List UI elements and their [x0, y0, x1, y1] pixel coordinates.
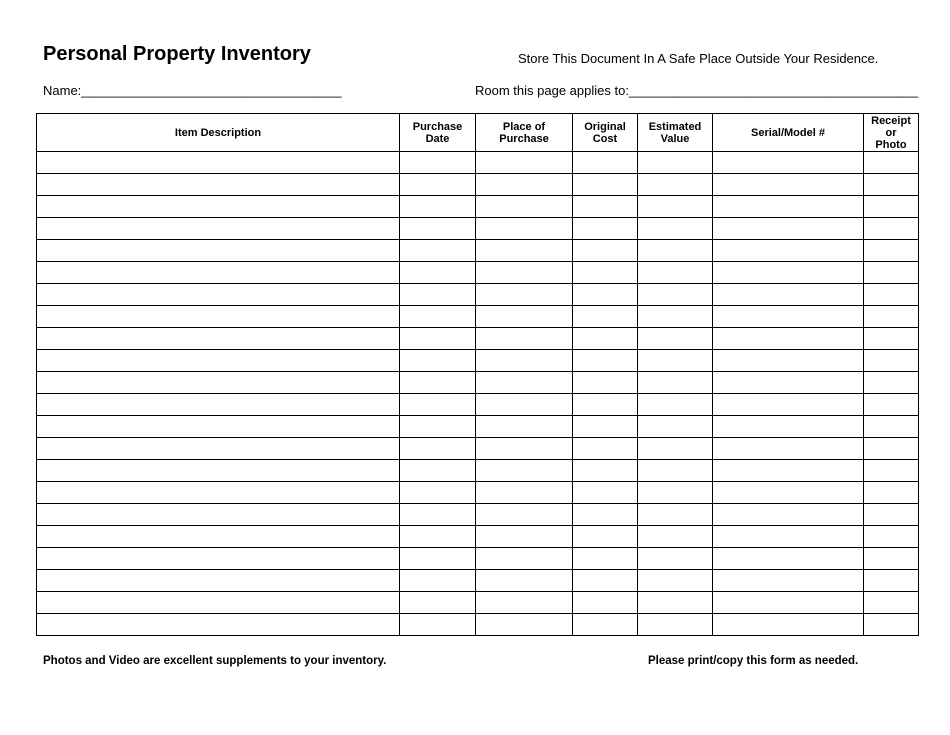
cell-serial-model[interactable] [713, 350, 864, 372]
cell-purchase-date[interactable] [400, 372, 476, 394]
column-header-serial-model: Serial/Model # [713, 114, 864, 152]
cell-place-of-purchase[interactable] [476, 196, 573, 218]
cell-estimated-value[interactable] [638, 328, 713, 350]
cell-original-cost[interactable] [573, 460, 638, 482]
cell-place-of-purchase[interactable] [476, 262, 573, 284]
cell-receipt-or-photo[interactable] [864, 460, 919, 482]
cell-purchase-date[interactable] [400, 284, 476, 306]
cell-purchase-date[interactable] [400, 240, 476, 262]
cell-original-cost[interactable] [573, 394, 638, 416]
cell-serial-model[interactable] [713, 460, 864, 482]
table-row [37, 240, 919, 262]
cell-item-description[interactable] [37, 592, 400, 614]
cell-place-of-purchase[interactable] [476, 284, 573, 306]
cell-place-of-purchase[interactable] [476, 548, 573, 570]
cell-estimated-value[interactable] [638, 438, 713, 460]
cell-item-description[interactable] [37, 372, 400, 394]
cell-original-cost[interactable] [573, 438, 638, 460]
column-header-place-of-purchase: Place of Purchase [476, 114, 573, 152]
cell-place-of-purchase[interactable] [476, 152, 573, 174]
cell-receipt-or-photo[interactable] [864, 196, 919, 218]
cell-estimated-value[interactable] [638, 372, 713, 394]
table-row [37, 482, 919, 504]
table-row [37, 526, 919, 548]
room-field[interactable]: Room this page applies to:________________________________________ [475, 83, 919, 98]
table-row [37, 152, 919, 174]
cell-item-description[interactable] [37, 240, 400, 262]
cell-serial-model[interactable] [713, 438, 864, 460]
cell-purchase-date[interactable] [400, 438, 476, 460]
cell-purchase-date[interactable] [400, 416, 476, 438]
cell-estimated-value[interactable] [638, 504, 713, 526]
table-row [37, 548, 919, 570]
cell-estimated-value[interactable] [638, 592, 713, 614]
cell-original-cost[interactable] [573, 416, 638, 438]
cell-receipt-or-photo[interactable] [864, 152, 919, 174]
table-row [37, 350, 919, 372]
table-row [37, 218, 919, 240]
cell-receipt-or-photo[interactable] [864, 592, 919, 614]
cell-item-description[interactable] [37, 614, 400, 636]
cell-serial-model[interactable] [713, 482, 864, 504]
table-row [37, 196, 919, 218]
cell-receipt-or-photo[interactable] [864, 350, 919, 372]
cell-original-cost[interactable] [573, 570, 638, 592]
cell-serial-model[interactable] [713, 592, 864, 614]
cell-place-of-purchase[interactable] [476, 526, 573, 548]
cell-estimated-value[interactable] [638, 240, 713, 262]
cell-item-description[interactable] [37, 306, 400, 328]
cell-place-of-purchase[interactable] [476, 394, 573, 416]
cell-item-description[interactable] [37, 174, 400, 196]
cell-item-description[interactable] [37, 570, 400, 592]
cell-serial-model[interactable] [713, 328, 864, 350]
cell-estimated-value[interactable] [638, 394, 713, 416]
cell-original-cost[interactable] [573, 328, 638, 350]
cell-receipt-or-photo[interactable] [864, 372, 919, 394]
cell-place-of-purchase[interactable] [476, 438, 573, 460]
cell-estimated-value[interactable] [638, 526, 713, 548]
storage-notice: Store This Document In A Safe Place Outside Your Residence. [518, 51, 879, 66]
cell-purchase-date[interactable] [400, 218, 476, 240]
cell-purchase-date[interactable] [400, 614, 476, 636]
cell-purchase-date[interactable] [400, 196, 476, 218]
cell-serial-model[interactable] [713, 152, 864, 174]
cell-serial-model[interactable] [713, 306, 864, 328]
cell-item-description[interactable] [37, 482, 400, 504]
cell-item-description[interactable] [37, 284, 400, 306]
cell-original-cost[interactable] [573, 482, 638, 504]
cell-item-description[interactable] [37, 526, 400, 548]
cell-original-cost[interactable] [573, 174, 638, 196]
cell-estimated-value[interactable] [638, 614, 713, 636]
cell-receipt-or-photo[interactable] [864, 614, 919, 636]
cell-item-description[interactable] [37, 196, 400, 218]
cell-estimated-value[interactable] [638, 262, 713, 284]
cell-estimated-value[interactable] [638, 174, 713, 196]
cell-receipt-or-photo[interactable] [864, 416, 919, 438]
cell-serial-model[interactable] [713, 548, 864, 570]
cell-original-cost[interactable] [573, 592, 638, 614]
cell-original-cost[interactable] [573, 350, 638, 372]
column-header-receipt-or-photo: Receipt or Photo [864, 114, 919, 152]
cell-purchase-date[interactable] [400, 350, 476, 372]
cell-estimated-value[interactable] [638, 416, 713, 438]
cell-purchase-date[interactable] [400, 570, 476, 592]
cell-estimated-value[interactable] [638, 152, 713, 174]
cell-receipt-or-photo[interactable] [864, 548, 919, 570]
table-row [37, 306, 919, 328]
cell-item-description[interactable] [37, 548, 400, 570]
cell-serial-model[interactable] [713, 416, 864, 438]
cell-receipt-or-photo[interactable] [864, 526, 919, 548]
cell-serial-model[interactable] [713, 262, 864, 284]
table-row [37, 592, 919, 614]
cell-estimated-value[interactable] [638, 350, 713, 372]
column-header-item-description: Item Description [37, 114, 400, 152]
cell-original-cost[interactable] [573, 548, 638, 570]
column-header-original-cost: Original Cost [573, 114, 638, 152]
cell-place-of-purchase[interactable] [476, 614, 573, 636]
name-field[interactable]: Name:____________________________________ [43, 83, 342, 98]
cell-purchase-date[interactable] [400, 548, 476, 570]
cell-place-of-purchase[interactable] [476, 416, 573, 438]
cell-receipt-or-photo[interactable] [864, 394, 919, 416]
cell-serial-model[interactable] [713, 240, 864, 262]
cell-estimated-value[interactable] [638, 306, 713, 328]
cell-item-description[interactable] [37, 460, 400, 482]
cell-place-of-purchase[interactable] [476, 240, 573, 262]
cell-estimated-value[interactable] [638, 284, 713, 306]
table-row [37, 262, 919, 284]
cell-item-description[interactable] [37, 350, 400, 372]
cell-place-of-purchase[interactable] [476, 306, 573, 328]
cell-place-of-purchase[interactable] [476, 504, 573, 526]
cell-purchase-date[interactable] [400, 152, 476, 174]
cell-place-of-purchase[interactable] [476, 570, 573, 592]
cell-serial-model[interactable] [713, 504, 864, 526]
cell-place-of-purchase[interactable] [476, 592, 573, 614]
table-row [37, 614, 919, 636]
cell-original-cost[interactable] [573, 372, 638, 394]
cell-original-cost[interactable] [573, 284, 638, 306]
cell-original-cost[interactable] [573, 306, 638, 328]
table-row [37, 328, 919, 350]
cell-item-description[interactable] [37, 328, 400, 350]
cell-estimated-value[interactable] [638, 196, 713, 218]
cell-receipt-or-photo[interactable] [864, 438, 919, 460]
cell-purchase-date[interactable] [400, 262, 476, 284]
cell-receipt-or-photo[interactable] [864, 482, 919, 504]
cell-serial-model[interactable] [713, 174, 864, 196]
column-header-estimated-value: Estimated Value [638, 114, 713, 152]
cell-receipt-or-photo[interactable] [864, 328, 919, 350]
cell-place-of-purchase[interactable] [476, 482, 573, 504]
cell-purchase-date[interactable] [400, 460, 476, 482]
cell-receipt-or-photo[interactable] [864, 240, 919, 262]
cell-receipt-or-photo[interactable] [864, 504, 919, 526]
table-row [37, 504, 919, 526]
cell-purchase-date[interactable] [400, 328, 476, 350]
cell-original-cost[interactable] [573, 526, 638, 548]
table-row [37, 570, 919, 592]
cell-place-of-purchase[interactable] [476, 328, 573, 350]
cell-receipt-or-photo[interactable] [864, 284, 919, 306]
cell-place-of-purchase[interactable] [476, 350, 573, 372]
cell-serial-model[interactable] [713, 394, 864, 416]
table-row [37, 394, 919, 416]
cell-serial-model[interactable] [713, 526, 864, 548]
cell-estimated-value[interactable] [638, 218, 713, 240]
page-title: Personal Property Inventory [43, 43, 311, 65]
column-header-purchase-date: Purchase Date [400, 114, 476, 152]
cell-serial-model[interactable] [713, 196, 864, 218]
cell-place-of-purchase[interactable] [476, 372, 573, 394]
cell-item-description[interactable] [37, 394, 400, 416]
cell-receipt-or-photo[interactable] [864, 218, 919, 240]
table-row [37, 460, 919, 482]
cell-item-description[interactable] [37, 152, 400, 174]
table-row [37, 372, 919, 394]
table-row [37, 416, 919, 438]
cell-original-cost[interactable] [573, 152, 638, 174]
cell-place-of-purchase[interactable] [476, 218, 573, 240]
cell-serial-model[interactable] [713, 372, 864, 394]
cell-receipt-or-photo[interactable] [864, 262, 919, 284]
cell-receipt-or-photo[interactable] [864, 570, 919, 592]
cell-receipt-or-photo[interactable] [864, 306, 919, 328]
cell-serial-model[interactable] [713, 570, 864, 592]
cell-estimated-value[interactable] [638, 548, 713, 570]
cell-original-cost[interactable] [573, 196, 638, 218]
cell-purchase-date[interactable] [400, 394, 476, 416]
cell-item-description[interactable] [37, 262, 400, 284]
cell-original-cost[interactable] [573, 240, 638, 262]
cell-original-cost[interactable] [573, 262, 638, 284]
cell-item-description[interactable] [37, 218, 400, 240]
cell-estimated-value[interactable] [638, 570, 713, 592]
cell-place-of-purchase[interactable] [476, 460, 573, 482]
cell-serial-model[interactable] [713, 284, 864, 306]
cell-purchase-date[interactable] [400, 592, 476, 614]
table-row [37, 174, 919, 196]
cell-place-of-purchase[interactable] [476, 174, 573, 196]
cell-estimated-value[interactable] [638, 460, 713, 482]
table-row [37, 284, 919, 306]
cell-original-cost[interactable] [573, 218, 638, 240]
cell-purchase-date[interactable] [400, 526, 476, 548]
cell-item-description[interactable] [37, 416, 400, 438]
cell-original-cost[interactable] [573, 614, 638, 636]
cell-purchase-date[interactable] [400, 306, 476, 328]
cell-original-cost[interactable] [573, 504, 638, 526]
cell-item-description[interactable] [37, 504, 400, 526]
cell-serial-model[interactable] [713, 218, 864, 240]
cell-serial-model[interactable] [713, 614, 864, 636]
cell-receipt-or-photo[interactable] [864, 174, 919, 196]
footer-note-print: Please print/copy this form as needed. [648, 655, 859, 667]
table-header-row [37, 114, 919, 152]
cell-purchase-date[interactable] [400, 504, 476, 526]
footer-note-media: Photos and Video are excellent supplements to your inventory. [43, 655, 387, 667]
inventory-table [36, 113, 919, 636]
cell-estimated-value[interactable] [638, 482, 713, 504]
table-row [37, 438, 919, 460]
cell-purchase-date[interactable] [400, 482, 476, 504]
inventory-table-body [37, 152, 919, 636]
cell-item-description[interactable] [37, 438, 400, 460]
cell-purchase-date[interactable] [400, 174, 476, 196]
